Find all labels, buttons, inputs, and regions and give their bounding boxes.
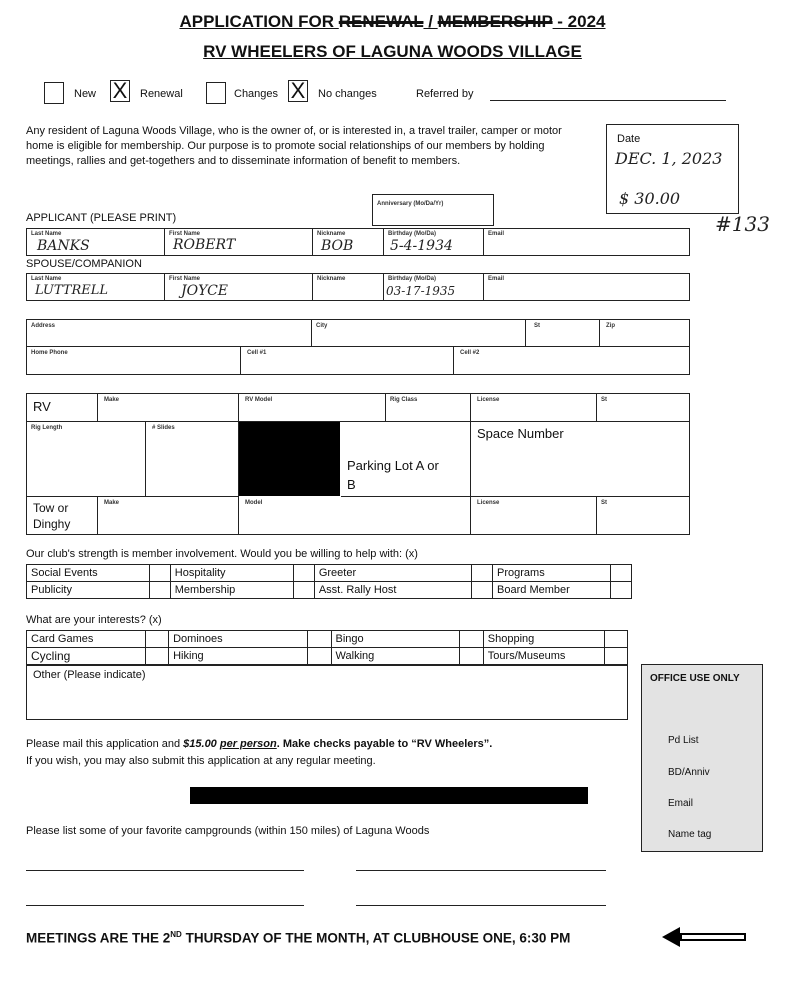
rv-license-label: License bbox=[477, 397, 500, 403]
rv-license-cell[interactable] bbox=[471, 394, 597, 422]
applicant-heading: APPLICANT (PLEASE PRINT) bbox=[26, 212, 177, 224]
help-check-greeter[interactable] bbox=[472, 565, 493, 582]
interest-item-shopping: Shopping bbox=[483, 631, 604, 648]
table-row bbox=[27, 631, 628, 648]
applicant-nick-label: Nickname bbox=[317, 231, 346, 237]
intro-text: Any resident of Laguna Woods Village, who is the owner of, or is interested in, a travel trailer, camper or motor home is eligible for membership. Our purpose is to promote social relationships of our members by holding meetings, rallies and get-togethers and to disseminate information of benefit to members. bbox=[26, 125, 562, 167]
office-item-name-tag: Name tag bbox=[668, 829, 712, 840]
office-use-title: OFFICE USE ONLY bbox=[650, 673, 740, 684]
help-question: Our club's strength is member involvement. Would you be willing to help with: (x) bbox=[26, 548, 418, 560]
mail-suffix: . Make checks payable to “RV Wheelers”. bbox=[276, 738, 493, 750]
spouse-last-value[interactable]: LUTTRELL bbox=[35, 283, 109, 298]
applicant-nick-cell[interactable] bbox=[313, 229, 384, 255]
meetings-prefix: MEETINGS ARE THE 2 bbox=[26, 930, 171, 946]
anniversary-label: Anniversary (Mo/Da/Yr) bbox=[377, 201, 444, 207]
meetings-sup: ND bbox=[170, 930, 182, 939]
new-checkbox[interactable] bbox=[44, 82, 64, 104]
rv-block bbox=[26, 393, 690, 535]
interest-check-bingo[interactable] bbox=[460, 631, 483, 648]
renewal-label: Renewal bbox=[140, 88, 183, 100]
help-check-social-events[interactable] bbox=[149, 565, 170, 582]
spouse-heading: SPOUSE/COMPANION bbox=[26, 258, 142, 270]
other-interests-field[interactable] bbox=[26, 665, 628, 720]
renewal-checkbox[interactable]: X bbox=[110, 80, 130, 102]
applicant-first-label: First Name bbox=[169, 231, 201, 237]
changes-label: Changes bbox=[234, 88, 279, 100]
no-changes-label: No changes bbox=[318, 88, 377, 100]
applicant-email-label: Email bbox=[488, 231, 505, 237]
applicant-row bbox=[26, 228, 690, 256]
rig-length-cell[interactable] bbox=[27, 422, 146, 497]
spouse-last-label: Last Name bbox=[31, 276, 62, 282]
table-row bbox=[27, 582, 632, 599]
help-item-asst-rally-host: Asst. Rally Host bbox=[314, 582, 471, 599]
tow-label: Tow or Dinghy bbox=[33, 501, 71, 531]
spouse-email-cell[interactable] bbox=[484, 274, 689, 300]
referred-by-label: Referred by bbox=[416, 88, 474, 100]
tow-make-label: Make bbox=[104, 500, 120, 506]
title-slash: / bbox=[423, 12, 438, 31]
help-check-programs[interactable] bbox=[611, 565, 632, 582]
applicant-bday-label: Birthday (Mo/Da) bbox=[388, 231, 436, 237]
rv-model-label: RV Model bbox=[245, 397, 273, 403]
tow-make-cell[interactable] bbox=[98, 497, 239, 534]
help-item-board-member: Board Member bbox=[493, 582, 611, 599]
help-check-board-member[interactable] bbox=[611, 582, 632, 599]
redaction-bar bbox=[190, 787, 588, 804]
form-title bbox=[0, 12, 785, 32]
office-item-bd-anniv: BD/Anniv bbox=[668, 767, 710, 778]
applicant-last-label: Last Name bbox=[31, 231, 62, 237]
member-number: #133 bbox=[715, 212, 770, 236]
interest-item-card-games: Card Games bbox=[27, 631, 146, 648]
mail-line2: If you wish, you may also submit this application at any regular meeting. bbox=[26, 755, 376, 767]
space-number-cell[interactable] bbox=[471, 422, 689, 497]
date-label: Date bbox=[617, 133, 641, 145]
applicant-last-value[interactable]: BANKS bbox=[37, 238, 90, 254]
applicant-first-value[interactable]: ROBERT bbox=[173, 237, 236, 253]
office-use-box bbox=[641, 664, 763, 852]
tow-license-label: License bbox=[477, 500, 500, 506]
spouse-last-cell[interactable] bbox=[27, 274, 165, 300]
cell2-cell[interactable] bbox=[454, 347, 689, 374]
applicant-last-cell[interactable] bbox=[27, 229, 165, 255]
address-cell[interactable] bbox=[27, 320, 312, 347]
cell1-cell[interactable] bbox=[241, 347, 454, 374]
address-label: Address bbox=[31, 323, 56, 329]
title-membership: MEMBERSHIP bbox=[437, 12, 553, 31]
mail-amount: $15.00 bbox=[183, 738, 217, 750]
interests-question: What are your interests? (x) bbox=[26, 614, 162, 626]
office-item-email: Email bbox=[668, 798, 694, 809]
referred-by-field[interactable] bbox=[490, 100, 726, 101]
cell2-label: Cell #2 bbox=[460, 350, 480, 356]
form-subtitle: RV WHEELERS OF LAGUNA WOODS VILLAGE bbox=[203, 42, 582, 61]
interest-item-cycling: Cycling bbox=[27, 648, 146, 665]
rv-label-cell bbox=[27, 394, 98, 422]
help-check-publicity[interactable] bbox=[149, 582, 170, 599]
spouse-row bbox=[26, 273, 690, 301]
spouse-first-cell[interactable] bbox=[165, 274, 313, 300]
title-renewal: RENEWAL bbox=[338, 12, 424, 31]
spouse-bday-cell[interactable] bbox=[384, 274, 484, 300]
interest-check-shopping[interactable] bbox=[604, 631, 627, 648]
applicant-email-cell[interactable] bbox=[484, 229, 689, 255]
help-item-programs: Programs bbox=[493, 565, 611, 582]
interests-table bbox=[26, 630, 628, 665]
help-item-membership: Membership bbox=[170, 582, 293, 599]
home-phone-label: Home Phone bbox=[31, 350, 68, 356]
tow-model-label: Model bbox=[245, 500, 263, 506]
spouse-first-label: First Name bbox=[169, 276, 201, 282]
slides-cell[interactable] bbox=[146, 422, 239, 497]
spouse-bday-label: Birthday (Mo/Da) bbox=[388, 276, 436, 282]
campground-line-1[interactable] bbox=[26, 870, 304, 871]
table-row bbox=[27, 648, 628, 665]
tow-model-cell[interactable] bbox=[239, 497, 471, 534]
rv-class-cell[interactable] bbox=[386, 394, 471, 422]
help-item-social-events: Social Events bbox=[27, 565, 150, 582]
help-item-greeter: Greeter bbox=[314, 565, 471, 582]
interest-check-hiking[interactable] bbox=[308, 648, 331, 665]
mail-instructions bbox=[26, 738, 492, 750]
office-item-pd-list: Pd List bbox=[668, 735, 699, 746]
spouse-first-value[interactable]: JOYCE bbox=[181, 283, 229, 299]
parking-lot-label: Parking Lot A or B bbox=[347, 458, 439, 492]
cell1-label: Cell #1 bbox=[247, 350, 267, 356]
spouse-email-label: Email bbox=[488, 276, 505, 282]
anniversary-box[interactable] bbox=[372, 194, 494, 226]
tow-label-cell bbox=[27, 497, 98, 534]
campground-line-4[interactable] bbox=[356, 905, 606, 906]
interest-item-walking: Walking bbox=[331, 648, 460, 665]
interest-item-hiking: Hiking bbox=[169, 648, 308, 665]
mail-per-person: per person bbox=[219, 738, 277, 750]
interest-check-card-games[interactable] bbox=[145, 631, 168, 648]
home-phone-cell[interactable] bbox=[27, 347, 241, 374]
title-year: - 2024 bbox=[552, 12, 606, 31]
rv-make-label: Make bbox=[104, 397, 120, 403]
tow-state-label: St bbox=[601, 500, 607, 506]
space-number-label: Space Number bbox=[477, 426, 564, 441]
applicant-bday-value[interactable]: 5-4-1934 bbox=[390, 238, 453, 254]
state-label: St bbox=[534, 323, 540, 329]
city-label: City bbox=[316, 323, 328, 329]
redaction-block bbox=[239, 422, 340, 496]
meetings-suffix: THURSDAY OF THE MONTH, AT CLUBHOUSE ONE, 6:30 PM bbox=[181, 930, 571, 946]
other-interests-label: Other (Please indicate) bbox=[33, 669, 146, 681]
interest-check-dominoes[interactable] bbox=[308, 631, 331, 648]
applicant-nick-value[interactable]: BOB bbox=[321, 238, 354, 254]
applicant-bday-cell[interactable] bbox=[384, 229, 484, 255]
tow-state-cell[interactable] bbox=[597, 497, 689, 534]
help-item-hospitality: Hospitality bbox=[170, 565, 293, 582]
interest-check-walking[interactable] bbox=[460, 648, 483, 665]
state-cell[interactable] bbox=[526, 320, 600, 347]
amount-value[interactable]: $ 30.00 bbox=[619, 189, 681, 208]
help-check-asst-rally-host[interactable] bbox=[472, 582, 493, 599]
date-box bbox=[606, 124, 739, 214]
address-block bbox=[26, 319, 690, 375]
rv-model-cell[interactable] bbox=[239, 394, 386, 422]
help-check-membership[interactable] bbox=[293, 582, 314, 599]
campground-line-3[interactable] bbox=[26, 905, 304, 906]
parking-lot-cell[interactable] bbox=[341, 422, 471, 497]
rv-make-cell[interactable] bbox=[98, 394, 239, 422]
rv-state-label: St bbox=[601, 397, 607, 403]
zip-label: Zip bbox=[606, 323, 615, 329]
campground-line-2[interactable] bbox=[356, 870, 606, 871]
campgrounds-prompt: Please list some of your favorite campgrounds (within 150 miles) of Laguna Woods bbox=[26, 825, 430, 837]
help-item-publicity: Publicity bbox=[27, 582, 150, 599]
date-value[interactable]: DEC. 1, 2023 bbox=[615, 149, 723, 168]
interest-item-dominoes: Dominoes bbox=[169, 631, 308, 648]
rv-label: RV bbox=[33, 399, 51, 414]
new-label: New bbox=[74, 88, 97, 100]
city-cell[interactable] bbox=[312, 320, 526, 347]
changes-checkbox[interactable] bbox=[206, 82, 226, 104]
applicant-first-cell[interactable] bbox=[165, 229, 313, 255]
rv-class-label: Rig Class bbox=[390, 397, 418, 403]
help-table bbox=[26, 564, 632, 599]
help-check-hospitality[interactable] bbox=[293, 565, 314, 582]
no-changes-checkbox[interactable]: X bbox=[288, 80, 308, 102]
spouse-nick-label: Nickname bbox=[317, 276, 346, 282]
mail-prefix: Please mail this application and bbox=[26, 738, 184, 750]
rig-length-label: Rig Length bbox=[31, 425, 63, 431]
rv-state-cell[interactable] bbox=[597, 394, 689, 422]
interest-item-bingo: Bingo bbox=[331, 631, 460, 648]
arrow-left-icon bbox=[662, 926, 747, 948]
title-prefix: APPLICATION FOR bbox=[179, 12, 339, 31]
interest-check-cycling[interactable] bbox=[145, 648, 168, 665]
zip-cell[interactable] bbox=[600, 320, 689, 347]
spouse-nick-cell[interactable] bbox=[313, 274, 384, 300]
spouse-bday-value[interactable]: 03-17-1935 bbox=[386, 284, 456, 298]
interest-check-tours-museums[interactable] bbox=[604, 648, 627, 665]
meetings-note bbox=[26, 930, 570, 946]
tow-license-cell[interactable] bbox=[471, 497, 597, 534]
slides-label: # Slides bbox=[152, 425, 175, 431]
interest-item-tours-museums: Tours/Museums bbox=[483, 648, 604, 665]
table-row bbox=[27, 565, 632, 582]
